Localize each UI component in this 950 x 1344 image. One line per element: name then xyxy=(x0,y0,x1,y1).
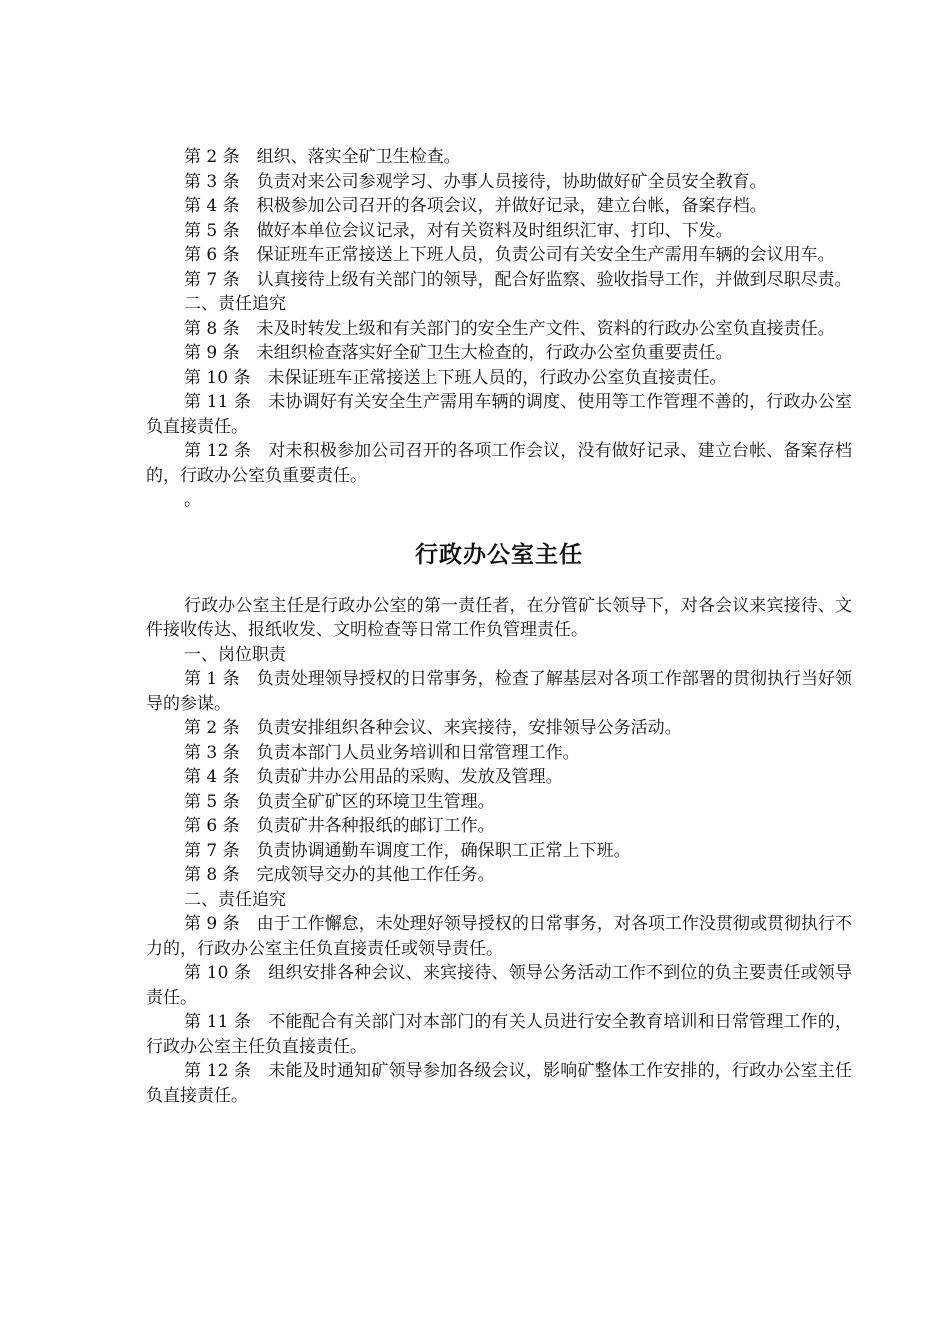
paragraph: 第 9 条 由于工作懈怠，未处理好领导授权的日常事务，对各项工作没贯彻或贯彻执行不力的，行政办公室主任负直接责任或领导责任。 xyxy=(146,914,852,959)
paragraph: 第 6 条 保证班车正常接送上下班人员，负责公司有关安全生产需用车辆的会议用车。 xyxy=(184,245,835,265)
paragraph: 第 7 条 认真接待上级有关部门的领导，配合好监察、验收指导工作，并做到尽职尽责。 xyxy=(184,269,852,290)
paragraph: 第 5 条 负责全矿矿区的环境卫生管理。 xyxy=(184,791,495,812)
section-title: 行政办公室主任 xyxy=(415,541,583,568)
paragraph: 第 10 条 未保证班车正常接送上下班人员的，行政办公室负直接责任。 xyxy=(184,367,727,388)
section-2 xyxy=(146,594,852,1109)
subheading: 一、岗位职责 xyxy=(184,644,286,665)
section-1 xyxy=(146,145,852,513)
paragraph: 第 11 条 未协调好有关安全生产需用车辆的调度、使用等工作管理不善的，行政办公室负直接责任。 xyxy=(146,392,852,437)
paragraph: 第 6 条 负责矿井各种报纸的邮订工作。 xyxy=(184,816,495,836)
paragraph: 第 4 条 积极参加公司召开的各项会议，并做好记录，建立台帐，备案存档。 xyxy=(184,196,767,216)
subheading: 二、责任追究 xyxy=(184,294,286,314)
subheading: 二、责任追究 xyxy=(184,889,286,910)
paragraph: 第 1 条 负责处理领导授权的日常事务，检查了解基层对各项工作部署的贯彻执行当好领导的参谋。 xyxy=(146,669,852,714)
paragraph: 第 2 条 组织、落实全矿卫生检查。 xyxy=(184,147,461,167)
paragraph: 第 3 条 负责对来公司参观学习、办事人员接待，协助做好矿全员安全教育。 xyxy=(184,171,767,192)
paragraph: 第 12 条 未能及时通知矿领导参加各级会议，影响矿整体工作安排的，行政办公室主任负直接责任。 xyxy=(146,1061,852,1106)
paragraph: 第 7 条 负责协调通勤车调度工作，确保职工正常上下班。 xyxy=(184,840,631,861)
document-page xyxy=(146,145,852,1108)
paragraph: 第 2 条 负责安排组织各种会议、来宾接待，安排领导公务活动。 xyxy=(184,718,682,738)
trailing-mark: 。 xyxy=(184,490,201,510)
paragraph: 第 8 条 完成领导交办的其他工作任务。 xyxy=(184,865,495,885)
intro-paragraph: 行政办公室主任是行政办公室的第一责任者，在分管矿长领导下，对各会议来宾接待、文件接收传达、报纸收发、文明检查等日常工作负管理责任。 xyxy=(146,595,852,640)
paragraph: 第 8 条 未及时转发上级和有关部门的安全生产文件、资料的行政办公室负直接责任。 xyxy=(184,318,835,339)
paragraph: 第 4 条 负责矿井办公用品的采购、发放及管理。 xyxy=(184,767,563,787)
paragraph: 第 5 条 做好本单位会议记录，对有关资料及时组织汇审、打印、下发。 xyxy=(184,220,733,241)
paragraph: 第 12 条 对未积极参加公司召开的各项工作会议，没有做好记录、建立台帐、备案存档的，行政办公室负重要责任。 xyxy=(146,441,852,486)
paragraph: 第 9 条 未组织检查落实好全矿卫生大检查的，行政办公室负重要责任。 xyxy=(184,343,733,363)
paragraph: 第 3 条 负责本部门人员业务培训和日常管理工作。 xyxy=(184,742,580,763)
paragraph: 第 11 条 不能配合有关部门对本部门的有关人员进行安全教育培训和日常管理工作的，行政办公室主任负直接责任。 xyxy=(146,1012,852,1057)
paragraph: 第 10 条 组织安排各种会议、来宾接待、领导公务活动工作不到位的负主要责任或领导责任。 xyxy=(146,963,852,1008)
